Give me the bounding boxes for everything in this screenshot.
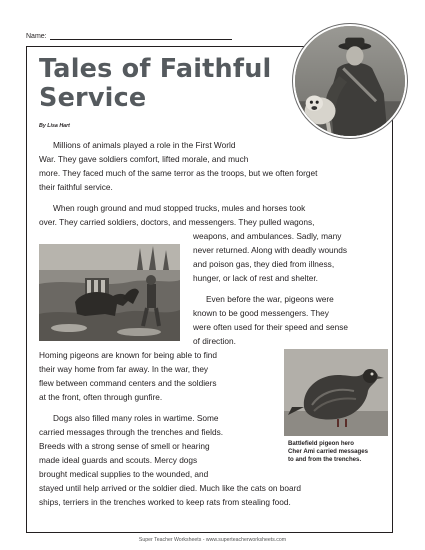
body-text-line: over. They carried soldiers, doctors, and messengers. They pulled wagons, xyxy=(39,217,315,227)
article-title-line-1: Tales of Faithful xyxy=(39,54,272,84)
body-text-line: Even before the war, pigeons were xyxy=(206,294,334,304)
body-text-line: ships, terriers in the trenches worked to keep rats from stealing food. xyxy=(39,497,291,507)
body-text-line: more. They faced much of the same terror as the troops, but we often forget xyxy=(39,168,318,178)
body-text-line: weapons, and ambulances. Sadly, many xyxy=(193,231,342,241)
body-text-line: brought medical supplies to the wounded, and xyxy=(39,469,209,479)
caption-line-3: to and from the trenches. xyxy=(288,455,362,463)
caption-line-2: Cher Ami carried messages xyxy=(288,447,369,455)
body-text-line: their faithful service. xyxy=(39,182,113,192)
pigeon-cher-ami-photo xyxy=(284,349,388,436)
body-text-line: never returned. Along with deadly wounds xyxy=(193,245,348,255)
body-text-line: When rough ground and mud stopped trucks, mules and horses took xyxy=(53,203,306,213)
name-blank-line[interactable] xyxy=(50,33,232,40)
soldier-with-dog-photo xyxy=(293,24,407,138)
body-text-line: hunger, or lack of rest and shelter. xyxy=(193,273,318,283)
body-text-line: and poison gas, they died from illness, xyxy=(193,259,335,269)
body-text-line: Breeds with a strong sense of smell or hearing xyxy=(39,441,210,451)
body-text-line: their way home from far away. In the war, they xyxy=(39,364,209,374)
article-title-line-2: Service xyxy=(39,83,147,113)
caption-line-1: Battlefield pigeon hero xyxy=(288,440,355,447)
pigeon-photo-caption xyxy=(288,440,390,463)
body-text-line: War. They gave soldiers comfort, lifted morale, and much xyxy=(39,154,249,164)
horse-in-mud-photo xyxy=(39,244,180,341)
body-text-line: Homing pigeons are known for being able to find xyxy=(39,350,218,360)
name-field-row xyxy=(26,33,232,40)
body-text-line: made ideal guards and scouts. Mercy dogs xyxy=(39,455,198,465)
body-text-line: at the front, often through gunfire. xyxy=(39,392,163,402)
article-byline: By Lisa Hart xyxy=(39,123,70,129)
body-text-line: known to be good messengers. They xyxy=(193,308,329,318)
body-text-line: flew between command centers and the soldiers xyxy=(39,378,217,388)
body-text-line: Millions of animals played a role in the First World xyxy=(53,140,236,150)
body-text-line: carried messages through the trenches and fields. xyxy=(39,427,224,437)
body-text-line: stayed until help arrived or the soldier died. Much like the cats on board xyxy=(39,483,301,493)
article-title xyxy=(39,55,279,113)
body-text-line: Dogs also filled many roles in wartime. Some xyxy=(53,413,219,423)
name-label: Name: xyxy=(26,33,47,40)
worksheet-footer: Super Teacher Worksheets - www.superteacherworksheets.com xyxy=(138,537,287,543)
body-text-line: of direction. xyxy=(193,336,236,346)
body-text-line: were often used for their speed and sense xyxy=(193,322,348,332)
